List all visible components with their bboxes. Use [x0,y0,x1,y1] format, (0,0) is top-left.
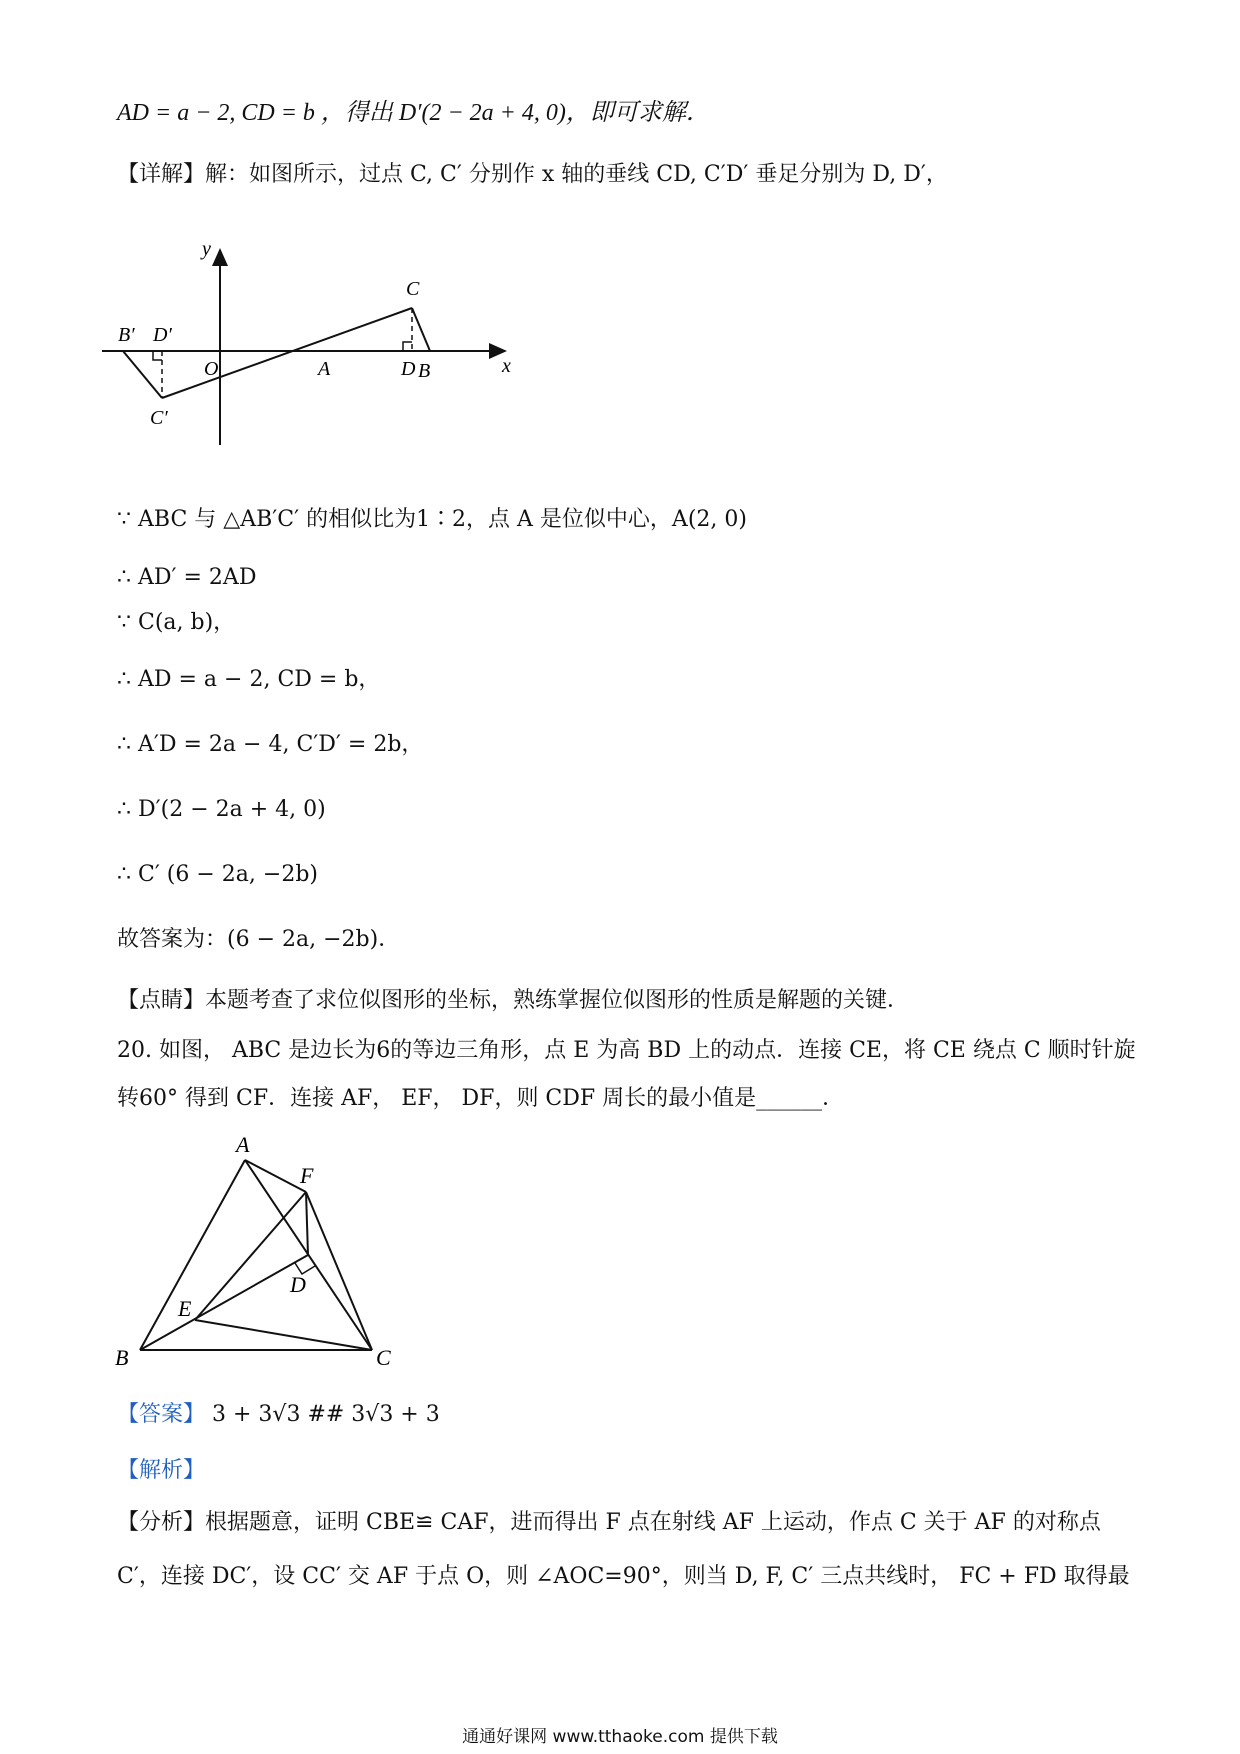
side-ab [140,1160,245,1350]
text-line: ∴ D′(2 − 2a + 4, 0) [117,797,326,822]
text-line: 故答案为：(6 − 2a, −2b)． [117,927,401,952]
text-line: 【详解】解：如图所示，过点 C, C′ 分别作 x 轴的垂线 CD, C′D′ 垂足分别为 D, D′， [117,162,948,187]
text-line: AD = a − 2, CD = b ，得出 D′(2 − 2a + 4, 0)，即可求解． [117,100,710,126]
label-c: C [376,1345,391,1370]
answer-line [117,1400,440,1430]
label-y: y [202,240,211,260]
page-footer: 通通好课网 www.tthaoke.com 提供下载 [462,1727,778,1747]
label-f: F [300,1163,314,1188]
segment-df [306,1192,308,1255]
text-line: ∴ A′D = 2a − 4, C′D′ = 2b， [117,732,424,757]
right-angle-dp [153,351,162,360]
segment-cp-c [162,308,412,398]
segment-bp-cp [123,351,162,398]
right-angle-d [403,342,412,351]
text-line: 【点睛】本题考查了求位似图形的坐标，熟练掌握位似图形的性质是解题的关键． [117,988,910,1013]
question-20-line2: 转60° 得到 CF．连接 AF， EF， DF，则 CDF 周长的最小值是______． [117,1086,845,1111]
triangle-figure [110,1130,410,1380]
label-d: D [401,358,416,380]
label-bp: B′ [118,324,135,346]
text-line: ∵ ABC 与 △AB′C′ 的相似比为1∶2，点 A 是位似中心，A(2, 0) [117,507,747,532]
label-a: A [318,358,331,380]
analysis-label: 【解析】 [117,1458,206,1483]
label-a: A [236,1132,250,1157]
segment-af [245,1160,306,1192]
label-x: x [502,355,511,377]
label-b: B [115,1345,129,1370]
label-cp: C′ [150,407,168,429]
label-c: C [406,278,420,300]
segment-ec [195,1320,372,1350]
label-dp: D′ [153,324,172,346]
text-line: ∴ AD = a − 2, CD = b， [117,667,381,692]
answer-value: 3 + 3√3 ## 3√3 + 3 [212,1402,440,1427]
coordinate-figure [100,240,520,480]
segment-ef [195,1192,306,1320]
text-line: 【分析】根据题意，证明 CBE≌ CAF，进而得出 F 点在射线 AF 上运动，作点 C 关于 AF 的对称点 [117,1510,1101,1535]
label-b: B [418,360,431,382]
text-line: ∴ AD′ = 2AD [117,565,257,590]
label-e: E [178,1296,192,1321]
segment-fc [306,1192,372,1350]
label-o: O [204,358,219,380]
text-line: ∴ C′ (6 − 2a, −2b) [117,862,319,887]
text-line: C′，连接 DC′，设 CC′ 交 AF 于点 O，则 ∠AOC=90°，则当 D, F, C′ 三点共线时， FC + FD 取得最 [117,1564,1130,1589]
side-ca [245,1160,372,1350]
question-20-line1: 20. 如图， ABC 是边长为6的等边三角形，点 E 为高 BD 上的动点．连接 CE，将 CE 绕点 C 顺时针旋 [117,1038,1136,1063]
segment-c-b [412,308,430,351]
text-line: ∵ C(a, b)， [117,610,236,635]
label-d: D [290,1272,306,1297]
answer-label: 【答案】 [117,1402,206,1427]
